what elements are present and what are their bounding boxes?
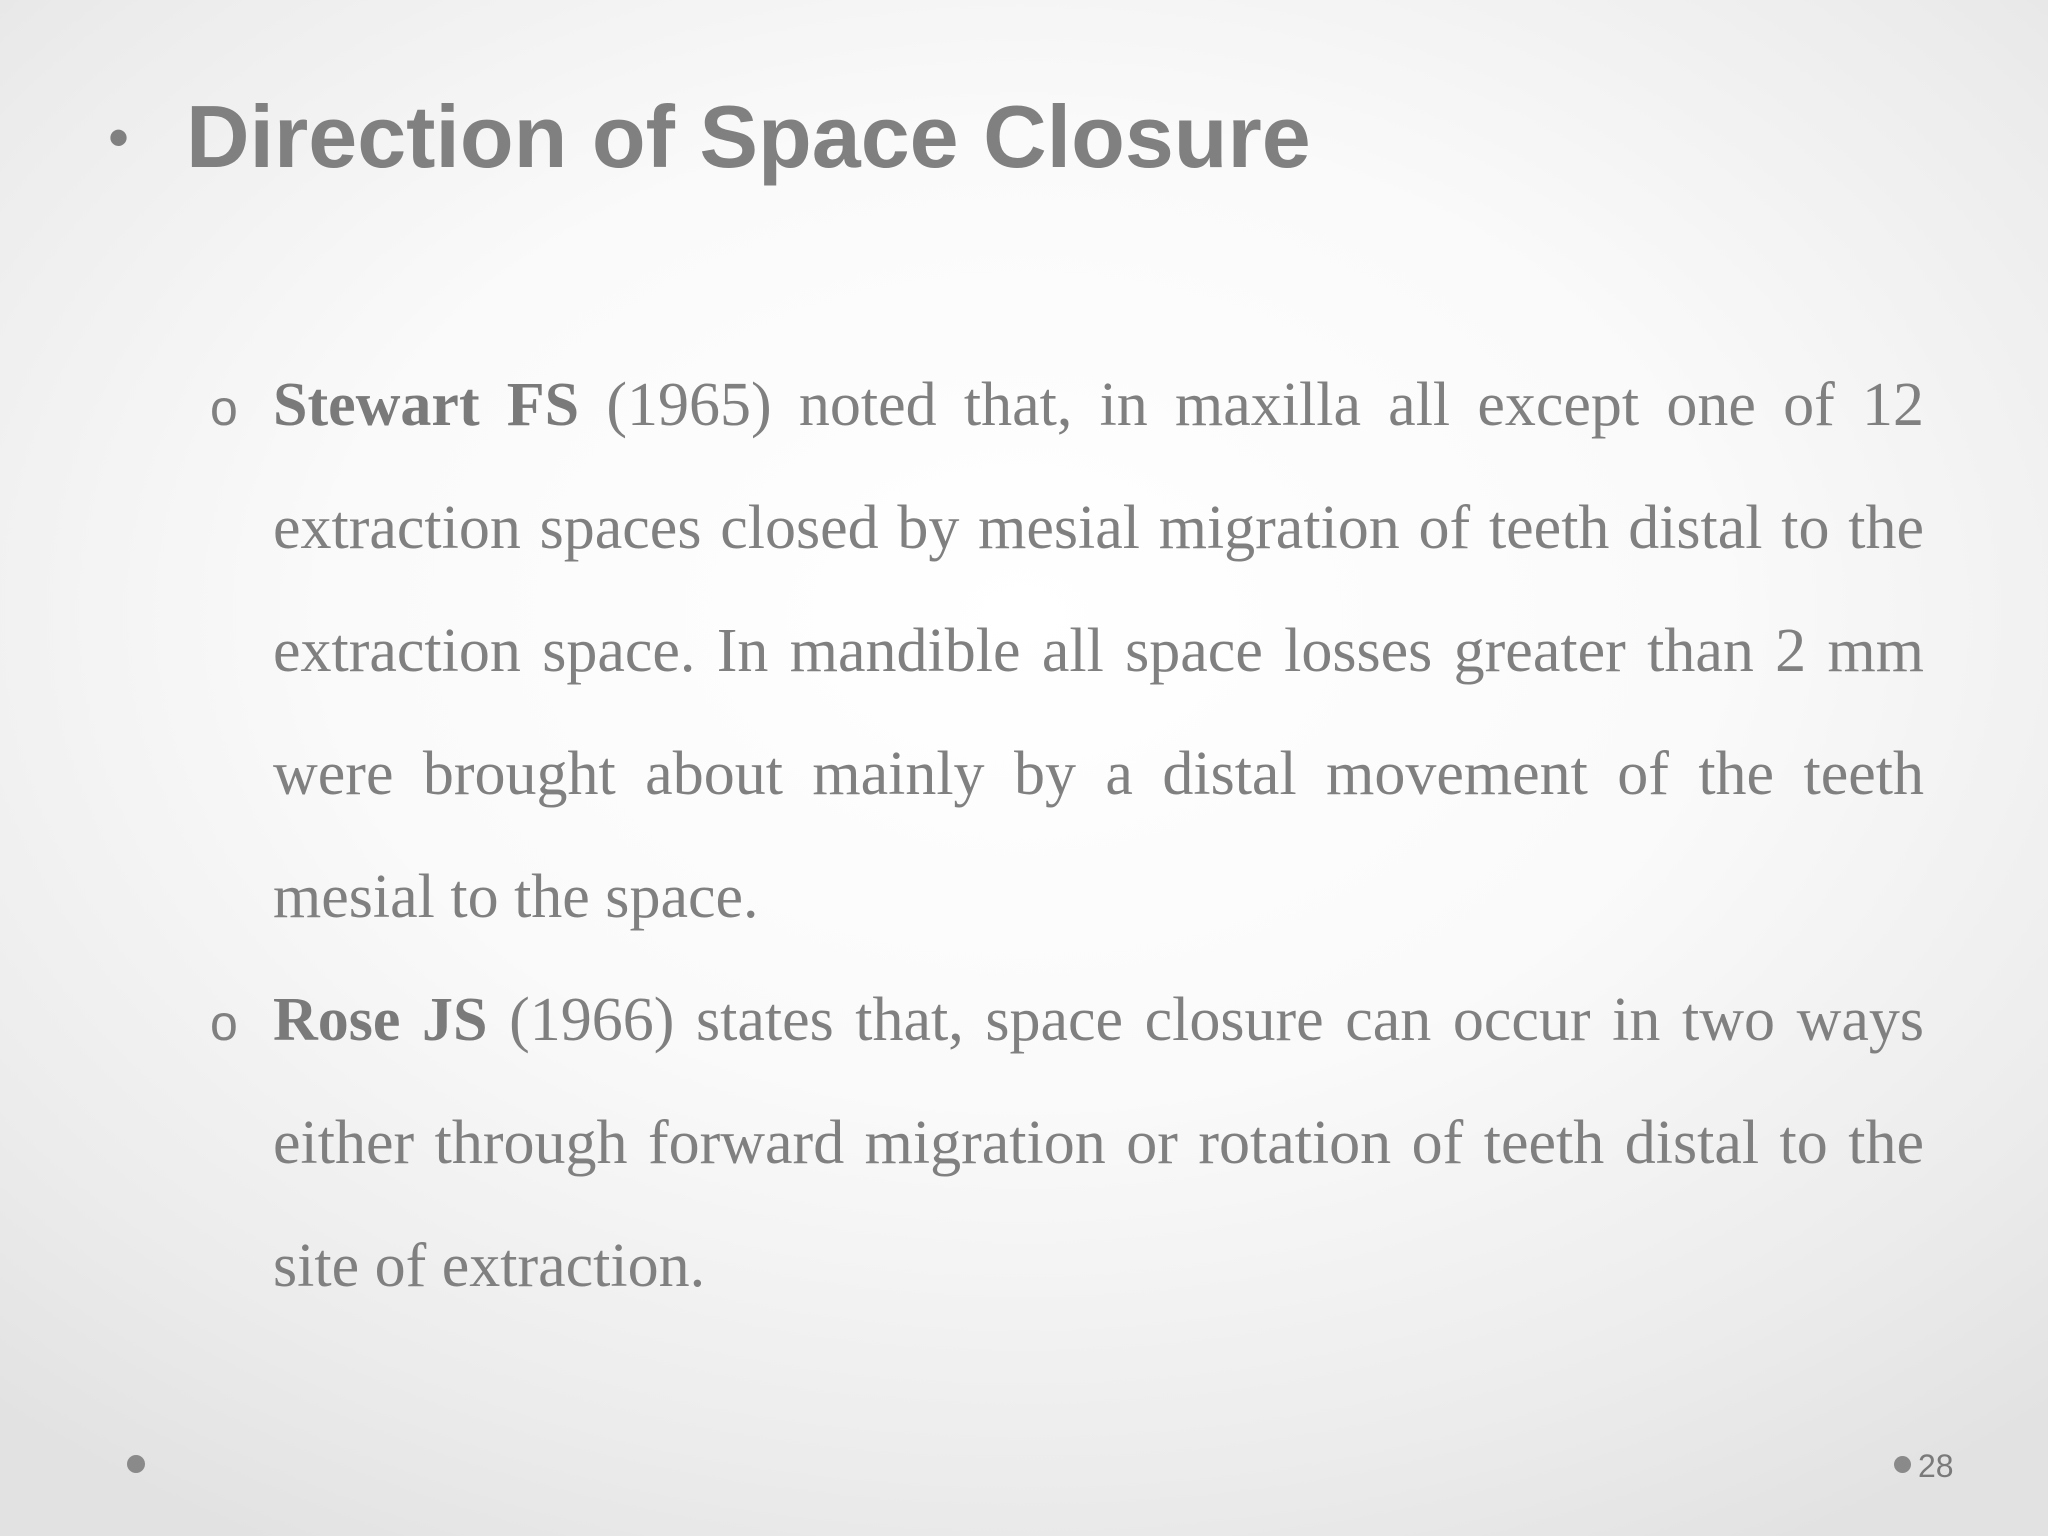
item-body: (1966) states that, space closure can occur in two ways either through forward migration or rotation of teeth distal to the site of extraction. (273, 986, 1924, 1300)
list-marker: o (210, 380, 238, 436)
list-item (210, 959, 1924, 1328)
list-item-text (273, 959, 1924, 1328)
list-item (210, 344, 1924, 959)
author-name: Rose JS (273, 986, 488, 1054)
footer-dot-right (1894, 1456, 1911, 1473)
list-marker: o (210, 995, 238, 1051)
page-number: 28 (1918, 1448, 1954, 1484)
title-bullet: • (108, 103, 130, 171)
list-item-text (273, 344, 1924, 959)
footer-dot-left (127, 1455, 145, 1473)
title-row (108, 82, 1311, 192)
slide-content (210, 344, 1924, 1328)
slide-title: Direction of Space Closure (186, 87, 1311, 186)
item-body: (1965) noted that, in maxilla all except one of 12 extraction spaces closed by mesial migration of teeth distal to the extraction space. In mandible all space losses greater than 2 mm were brought about mainly by a distal movement of the teeth mesial to the space. (273, 371, 1924, 931)
author-name: Stewart FS (273, 371, 580, 439)
